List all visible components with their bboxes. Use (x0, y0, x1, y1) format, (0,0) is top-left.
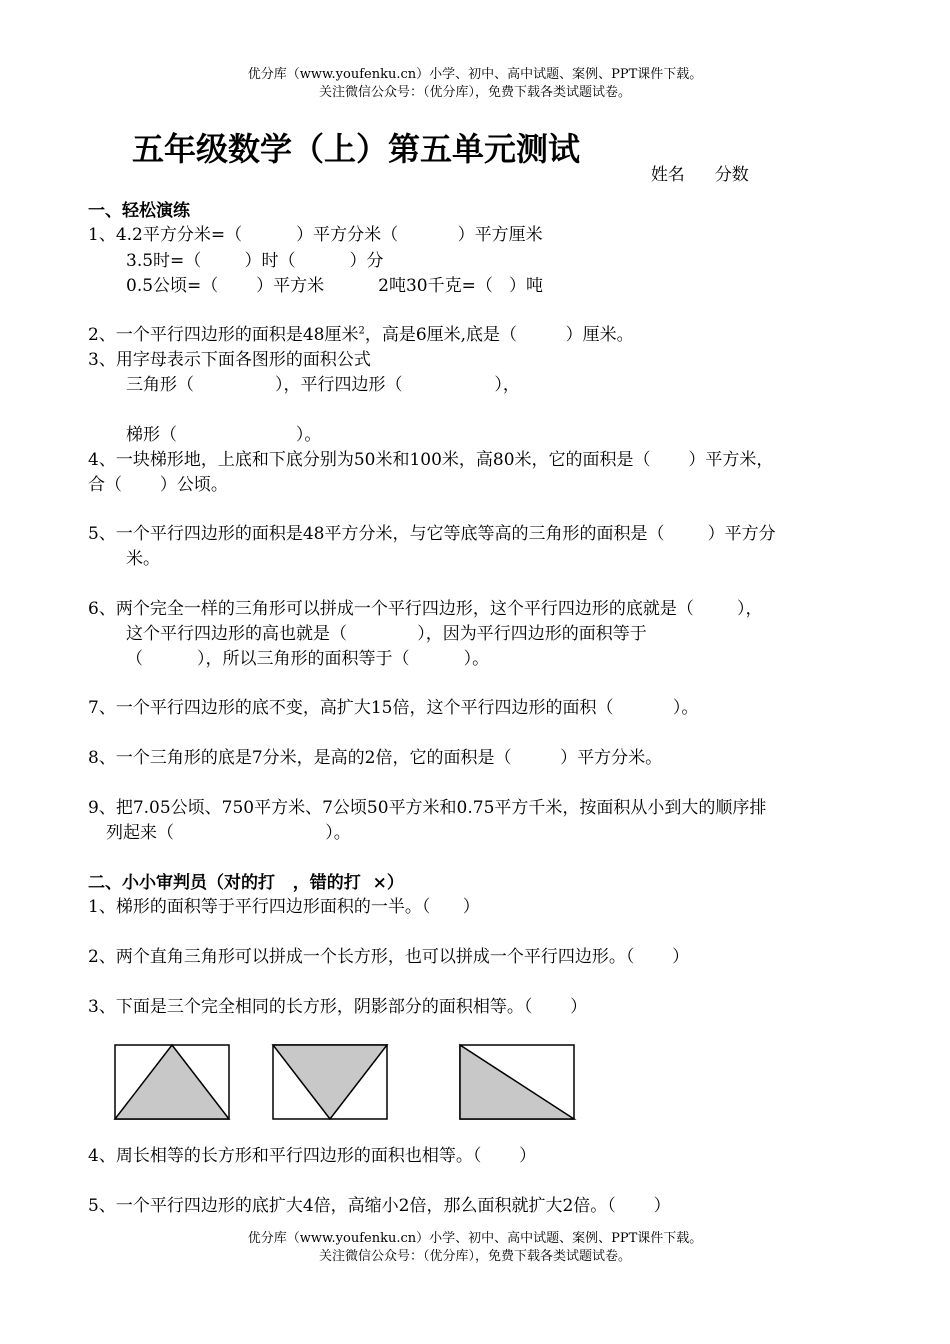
header-line-1: 优分库（www.youfenku.cn）小学、初中、高中试题、案例、PPT课件下载。 (247, 67, 703, 82)
question-9a: 9、把7.05公顷、750平方米、7公顷50平方米和0.75平方千米，按面积从小到大的顺序排 (88, 798, 767, 818)
question-1a: 1、4.2平方分米=（ ）平方分米（ ）平方厘米 (88, 225, 543, 245)
score-label: 分数 (714, 165, 749, 185)
question-6c: （ ），所以三角形的面积等于（ ）。 (126, 649, 490, 669)
question-3-trapezoid: 梯形（ ）。 (126, 425, 322, 445)
question-1c: 0.5公顷=（ ）平方米 2吨30千克=（ ）吨 (126, 276, 544, 296)
judgement-5: 5、一个平行四边形的底扩大4倍，高缩小2倍，那么面积就扩大2倍。（ ） (88, 1196, 671, 1216)
judgement-4: 4、周长相等的长方形和平行四边形的面积也相等。（ ） (88, 1146, 537, 1166)
question-2-text-end: ，高是6厘米,底是（ ）厘米。 (364, 325, 634, 345)
question-5b: 米。 (126, 549, 160, 569)
footer-line-1: 优分库（www.youfenku.cn）小学、初中、高中试题、案例、PPT课件下载。 (247, 1231, 703, 1246)
question-6b: 这个平行四边形的高也就是（ ），因为平行四边形的面积等于 (126, 624, 647, 644)
question-1b: 3.5时=（ ）时（ ）分 (126, 251, 384, 271)
page-title: 五年级数学（上）第五单元测试 (132, 130, 581, 168)
figure-2 (273, 1045, 387, 1119)
footer-line-2: 关注微信公众号：（优分库），免费下载各类试题试卷。 (318, 1249, 631, 1264)
question-7: 7、一个平行四边形的底不变，高扩大15倍，这个平行四边形的面积（ ）。 (88, 698, 699, 718)
rectangle-figures (110, 1040, 590, 1130)
header-line-2: 关注微信公众号：（优分库），免费下载各类试题试卷。 (318, 85, 631, 100)
judgement-3: 3、下面是三个完全相同的长方形，阴影部分的面积相等。（ ） (88, 997, 588, 1017)
name-score-fields (640, 142, 749, 186)
question-3-formulas: 三角形（ ），平行四边形（ ）， (126, 375, 520, 395)
question-5a: 5、一个平行四边形的面积是48平方分米，与它等底等高的三角形的面积是（ ）平方分 (88, 524, 776, 544)
question-6a: 6、两个完全一样的三角形可以拼成一个平行四边形，这个平行四边形的底就是（ ）， (88, 599, 763, 619)
section-1-heading: 一、轻松演练 (88, 201, 190, 221)
question-4b: 合（ ）公顷。 (88, 475, 228, 495)
section-2-heading: 二、小小审判员（对的打 ，错的打 ×） (88, 873, 404, 893)
question-2-text: 2、一个平行四边形的面积是48厘米 (88, 325, 359, 345)
question-4a: 4、一块梯形地，上底和下底分别为50米和100米，高80米，它的面积是（ ）平方米， (88, 450, 774, 470)
question-9b: 列起来（ ）。 (106, 823, 351, 843)
superscript-2: 2 (358, 325, 365, 337)
figure-3 (460, 1045, 574, 1119)
judgement-1: 1、梯形的面积等于平行四边形面积的一半。（ ） (88, 897, 480, 917)
question-8: 8、一个三角形的底是7分米，是高的2倍，它的面积是（ ）平方分米。 (88, 748, 663, 768)
question-3: 3、用字母表示下面各图形的面积公式 (88, 350, 371, 370)
question-2 (88, 324, 634, 346)
figure-1 (115, 1045, 229, 1119)
name-label: 姓名 (650, 165, 685, 185)
judgement-2: 2、两个直角三角形可以拼成一个长方形，也可以拼成一个平行四边形。（ ） (88, 947, 690, 967)
